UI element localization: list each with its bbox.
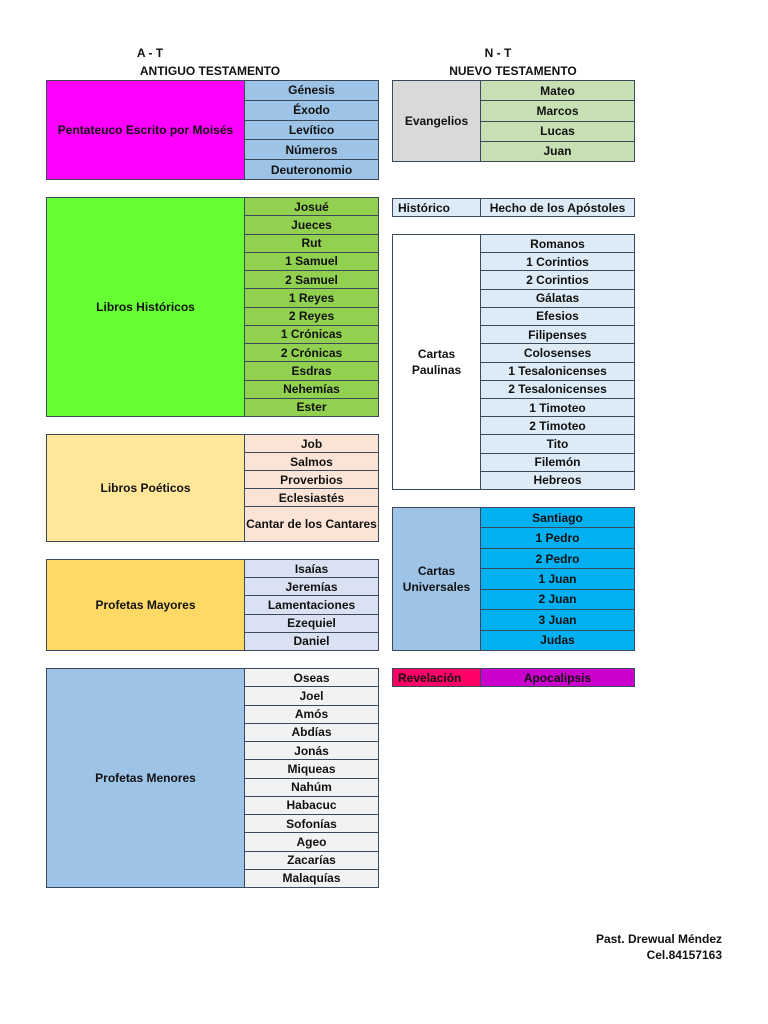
category-label: Cartas Universales (393, 508, 481, 650)
book-item: 2 Juan (481, 590, 634, 610)
book-item: 1 Timoteo (481, 399, 634, 417)
book-item: Amós (245, 706, 378, 724)
nt-group (392, 668, 635, 687)
book-item: Romanos (481, 235, 634, 253)
book-item: Nehemías (245, 381, 378, 399)
category-label: Evangelios (393, 81, 481, 161)
category-label: Profetas Menores (47, 669, 245, 887)
book-item: 3 Juan (481, 610, 634, 630)
book-item: 1 Crónicas (245, 326, 378, 344)
book-list (245, 81, 378, 179)
book-item: Filipenses (481, 326, 634, 344)
book-item: Daniel (245, 633, 378, 650)
book-item: Hecho de los Apóstoles (481, 199, 634, 216)
book-item: Génesis (245, 81, 378, 101)
book-item: Ageo (245, 833, 378, 851)
book-item: 1 Tesalonicenses (481, 363, 634, 381)
book-item: Malaquías (245, 870, 378, 887)
book-item: Ezequiel (245, 615, 378, 633)
book-item: Proverbios (245, 471, 378, 489)
book-item: Salmos (245, 453, 378, 471)
signature-name: Past. Drewual Méndez (595, 932, 722, 946)
book-list (481, 199, 634, 216)
category-label: Profetas Mayores (47, 560, 245, 650)
ot-group (46, 434, 379, 542)
nt-group (392, 198, 635, 217)
book-item: Joel (245, 687, 378, 705)
ot-group (46, 80, 379, 180)
book-item: Josué (245, 198, 378, 216)
book-item: 1 Corintios (481, 253, 634, 271)
book-item: Lamentaciones (245, 596, 378, 614)
book-item: Zacarías (245, 852, 378, 870)
book-item: Tito (481, 435, 634, 453)
book-item: Rut (245, 235, 378, 253)
book-item: Filemón (481, 454, 634, 472)
book-item: Apocalipsis (481, 669, 634, 686)
book-item: Nahúm (245, 779, 378, 797)
ot-group (46, 668, 379, 888)
nt-group (392, 507, 635, 651)
book-item: 1 Pedro (481, 528, 634, 548)
book-item: 1 Reyes (245, 289, 378, 307)
book-item: 2 Samuel (245, 271, 378, 289)
book-item: Deuteronomio (245, 160, 378, 179)
book-item: Judas (481, 631, 634, 650)
book-item: 2 Timoteo (481, 417, 634, 435)
ot-title: ANTIGUO TESTAMENTO (139, 64, 281, 78)
book-item: Juan (481, 142, 634, 161)
signature-phone: Cel.84157163 (646, 948, 722, 962)
category-label: Pentateuco Escrito por Moisés (47, 81, 245, 179)
book-list (481, 669, 634, 686)
book-item: Jeremías (245, 578, 378, 596)
book-item: Jueces (245, 216, 378, 234)
book-item: Miqueas (245, 760, 378, 778)
book-item: Colosenses (481, 344, 634, 362)
book-item: 1 Samuel (245, 253, 378, 271)
category-label: Libros Históricos (47, 198, 245, 416)
book-item: 2 Corintios (481, 271, 634, 289)
book-list (245, 435, 378, 541)
ot-group (46, 197, 379, 417)
book-item: Sofonías (245, 815, 378, 833)
book-item: Hebreos (481, 472, 634, 489)
book-item: 1 Juan (481, 569, 634, 589)
book-item: Efesios (481, 308, 634, 326)
book-item: 2 Pedro (481, 549, 634, 569)
category-label: Revelación (393, 669, 481, 686)
nt-abbr: N - T (484, 46, 512, 60)
book-item: Éxodo (245, 101, 378, 121)
nt-group (392, 234, 635, 490)
book-item: Santiago (481, 508, 634, 528)
book-item: Jonás (245, 742, 378, 760)
book-list (245, 198, 378, 416)
book-item: Mateo (481, 81, 634, 101)
category-label: Cartas Paulinas (393, 235, 481, 489)
book-list (245, 560, 378, 650)
book-item: Oseas (245, 669, 378, 687)
ot-abbr: A - T (136, 46, 164, 60)
book-list (481, 81, 634, 161)
ot-group (46, 559, 379, 651)
book-list (481, 508, 634, 650)
book-item: Números (245, 140, 378, 160)
book-list (481, 235, 634, 489)
category-label: Libros Poéticos (47, 435, 245, 541)
book-list (245, 669, 378, 887)
book-item: 2 Reyes (245, 308, 378, 326)
book-item: Cantar de los Cantares (245, 507, 378, 541)
nt-group (392, 80, 635, 162)
book-item: Lucas (481, 122, 634, 142)
book-item: 2 Tesalonicenses (481, 381, 634, 399)
book-item: Eclesiastés (245, 489, 378, 507)
book-item: Esdras (245, 362, 378, 380)
book-item: Job (245, 435, 378, 453)
nt-title: NUEVO TESTAMENTO (449, 64, 577, 78)
book-item: Isaías (245, 560, 378, 578)
category-label: Histórico (393, 199, 481, 216)
book-item: 2 Crónicas (245, 344, 378, 362)
book-item: Habacuc (245, 797, 378, 815)
book-item: Gálatas (481, 290, 634, 308)
book-item: Levítico (245, 121, 378, 141)
book-item: Marcos (481, 101, 634, 121)
book-item: Ester (245, 399, 378, 416)
book-item: Abdías (245, 724, 378, 742)
